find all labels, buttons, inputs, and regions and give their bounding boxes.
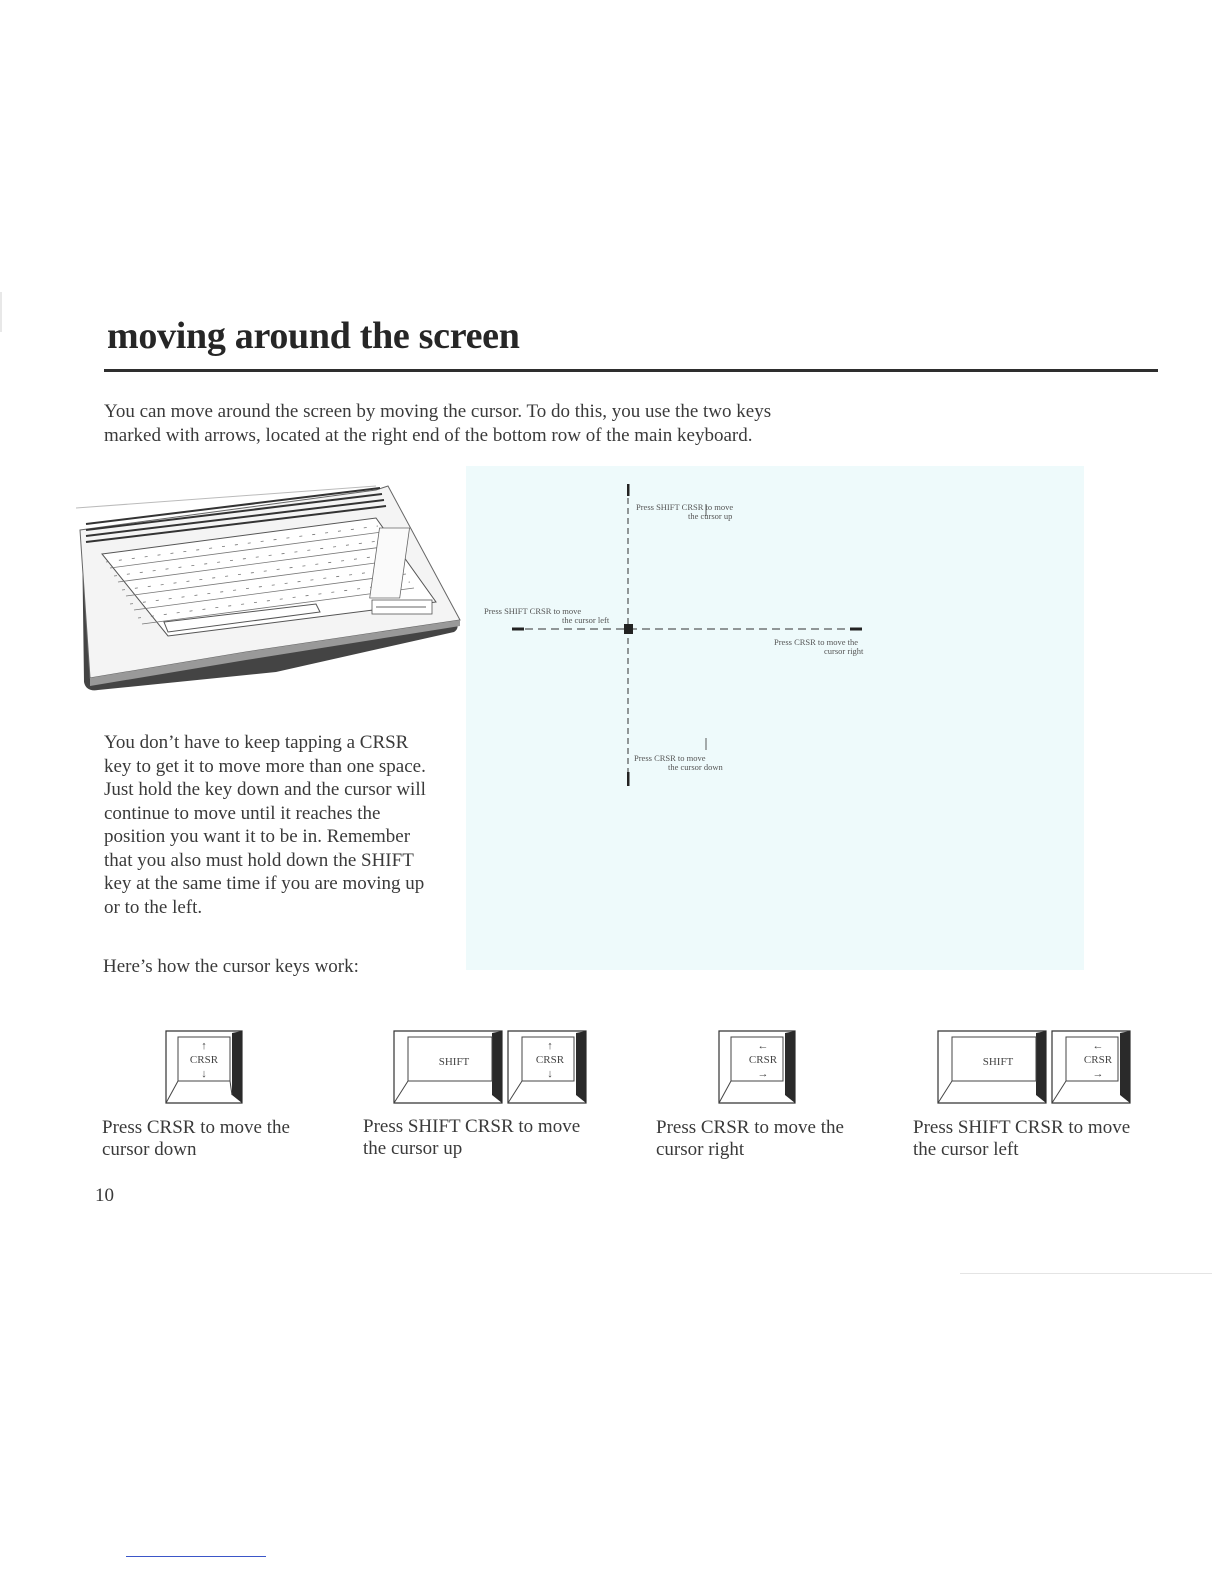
cursor-diagram-panel bbox=[466, 466, 1084, 970]
cursor-diagram-lines bbox=[466, 466, 1084, 970]
svg-text:SHIFT: SHIFT bbox=[982, 1056, 1014, 1068]
faint-rule bbox=[960, 1273, 1212, 1274]
svg-text:→: → bbox=[757, 1068, 769, 1080]
footer-link-line bbox=[126, 1556, 266, 1557]
title-rule bbox=[104, 369, 1158, 372]
svg-text:CRSR: CRSR bbox=[748, 1054, 778, 1066]
crsr-right-key-icon bbox=[717, 1029, 797, 1105]
keyboard-illustration bbox=[76, 482, 462, 694]
svg-text:CRSR: CRSR bbox=[535, 1054, 565, 1066]
key-up-arrow: ↑ bbox=[201, 1040, 207, 1052]
svg-text:↑: ↑ bbox=[547, 1040, 553, 1052]
caption-shift-crsr-up: Press SHIFT CRSR to move the cursor up bbox=[363, 1116, 581, 1159]
intro-paragraph: You can move around the screen by moving the cursor. To do this, you use the two keys marked with arrows, located at the right end of the bottom row of the main keyboard. bbox=[104, 401, 772, 446]
svg-text:CRSR: CRSR bbox=[1083, 1054, 1113, 1066]
diagram-label-left: Press SHIFT CRSR to move the cursor left bbox=[484, 606, 610, 625]
svg-text:←: ← bbox=[1092, 1040, 1104, 1052]
diagram-label-right: Press CRSR to move the cursor right bbox=[774, 637, 864, 656]
key-shift-label: SHIFT bbox=[438, 1056, 470, 1068]
key-crsr-label: CRSR bbox=[189, 1054, 219, 1066]
svg-text:↓: ↓ bbox=[547, 1068, 553, 1080]
how-cursor-keys-work: Here’s how the cursor keys work: bbox=[103, 956, 359, 977]
caption-crsr-down: Press CRSR to move the cursor down bbox=[102, 1117, 290, 1160]
diagram-label-down: Press CRSR to move the cursor down bbox=[634, 753, 723, 772]
hold-key-paragraph: You don’t have to keep tapping a CRSR key to get it to move more than one space. Just hold the key down and the cursor will continue to move until it reaches the position you want it to be in. Remember that you also must hold down the SHIFT key at the same time if you are moving up or to the left. bbox=[104, 732, 426, 918]
caption-shift-crsr-left: Press SHIFT CRSR to move the cursor left bbox=[913, 1117, 1131, 1160]
page-title: moving around the screen bbox=[107, 315, 520, 357]
key-down-arrow: ↓ bbox=[201, 1068, 207, 1080]
shift-crsr-left-keys-icon bbox=[936, 1029, 1132, 1105]
crsr-down-key-icon bbox=[164, 1029, 244, 1105]
caption-crsr-right: Press CRSR to move the cursor right bbox=[656, 1117, 844, 1160]
shift-crsr-up-keys-icon bbox=[392, 1029, 588, 1105]
page-number: 10 bbox=[95, 1185, 114, 1206]
scan-edge-mark bbox=[0, 292, 2, 332]
svg-text:←: ← bbox=[757, 1040, 769, 1052]
svg-text:→: → bbox=[1092, 1068, 1104, 1080]
diagram-label-up: Press SHIFT CRSR to move the cursor up bbox=[636, 502, 734, 521]
